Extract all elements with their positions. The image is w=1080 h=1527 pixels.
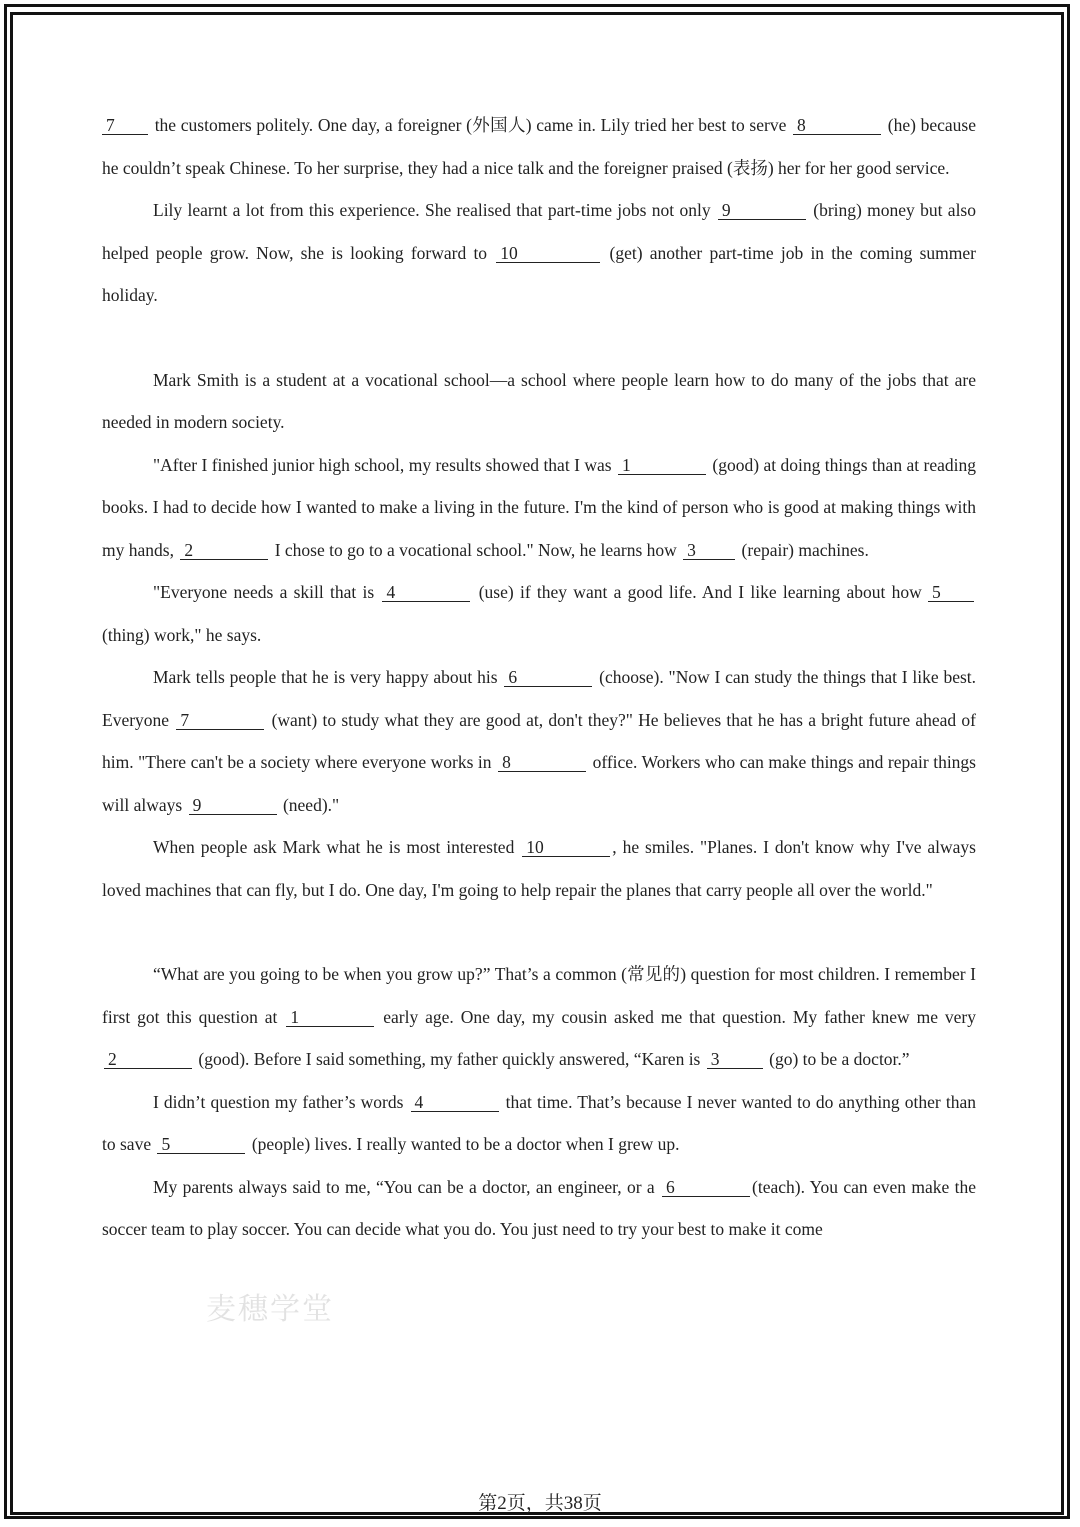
blank-p2-6[interactable]: 6 — [504, 669, 592, 687]
blank-p3-1[interactable]: 1 — [286, 1009, 374, 1027]
passage2-paragraph3: "Everyone needs a skill that is 4 (use) if they want a good life. And I like learning about how 5 (thing) work," he says. — [102, 571, 976, 656]
passage1-paragraph2: Lily learnt a lot from this experience. She realised that part-time jobs not only 9 (bring) money but also helped people grow. Now, she is looking forward to 10 (get) another part-time job in the coming summer holiday. — [102, 200, 976, 305]
blank-p1-7[interactable]: 7 — [102, 117, 148, 135]
blank-p2-8[interactable]: 8 — [498, 754, 586, 772]
blank-p2-1[interactable]: 1 — [618, 457, 706, 475]
blank-p3-5[interactable]: 5 — [157, 1136, 245, 1154]
blank-p2-4[interactable]: 4 — [382, 584, 470, 602]
passage3-paragraph3: My parents always said to me, “You can be a doctor, an engineer, or a 6 (teach). You can even make the soccer team to play soccer. You can decide what you do. You just need to try your best to make it come — [102, 1176, 976, 1239]
blank-p2-9[interactable]: 9 — [189, 797, 277, 815]
page-number: 第2页，共38页 — [478, 1493, 602, 1514]
blank-p1-10[interactable]: 10 — [496, 245, 600, 263]
blank-p1-9[interactable]: 9 — [718, 202, 806, 220]
document-body — [102, 104, 976, 1251]
passage2-paragraph2: "After I finished junior high school, my results showed that I was 1 (good) at doing things than at reading books. I had to decide how I wanted to make a living in the future. I'm the kind of person who is good at making things with my hands, 2 I chose to go to a vocational school." Now, he learns how 3 (repair) machines. — [102, 454, 976, 560]
watermark: 麦穗学堂 — [206, 1292, 334, 1327]
passage3-paragraph2: I didn’t question my father’s words 4 that time. That’s because I never wanted to do anything other than to save 5 (people) lives. I really wanted to be a doctor when I grew up. — [102, 1091, 976, 1154]
blank-p2-2[interactable]: 2 — [180, 542, 268, 560]
passage3-paragraph1: “What are you going to be when you grow up?” That’s a common (常见的) question for most children. I remember I first got this question at 1 early age. One day, my cousin asked me that question. My father knew me very 2 (good). Before I said something, my father quickly answered, “Karen is 3 (go) to be a doctor.” — [102, 964, 976, 1069]
blank-p3-6[interactable]: 6 — [662, 1179, 750, 1197]
blank-p3-4[interactable]: 4 — [411, 1094, 499, 1112]
passage2-paragraph5: When people ask Mark what he is most interested 10 , he smiles. "Planes. I don't know why I've always loved machines that can fly, but I do. One day, I'm going to help repair the planes that carry people all over the world." — [102, 837, 976, 900]
blank-p2-7[interactable]: 7 — [176, 712, 264, 730]
blank-p3-3[interactable]: 3 — [707, 1051, 763, 1069]
blank-p1-8[interactable]: 8 — [793, 117, 881, 135]
section-gap — [102, 317, 976, 359]
passage1-paragraph1: 7 the customers politely. One day, a foreigner (外国人) came in. Lily tried her best to serve 8 (he) because he couldn’t speak Chinese. To her surprise, they had a nice talk and the foreigner praised (表扬) her for her good service. — [102, 115, 976, 178]
blank-p2-5[interactable]: 5 — [928, 584, 974, 602]
passage2-paragraph1: Mark Smith is a student at a vocational school—a school where people learn how to do many of the jobs that are needed in modern society. — [102, 369, 976, 432]
blank-p2-3[interactable]: 3 — [683, 542, 735, 560]
blank-p2-10[interactable]: 10 — [522, 839, 610, 857]
blank-p3-2[interactable]: 2 — [104, 1051, 192, 1069]
section-gap — [102, 911, 976, 953]
passage2-paragraph4: Mark tells people that he is very happy about his 6 (choose). "Now I can study the things that I like best. Everyone 7 (want) to study what they are good at, don't they?" He believes that he has a bright future ahead of him. "There can't be a society where everyone works in 8 office. Workers who can make things and repair things will always 9 (need)." — [102, 667, 977, 815]
